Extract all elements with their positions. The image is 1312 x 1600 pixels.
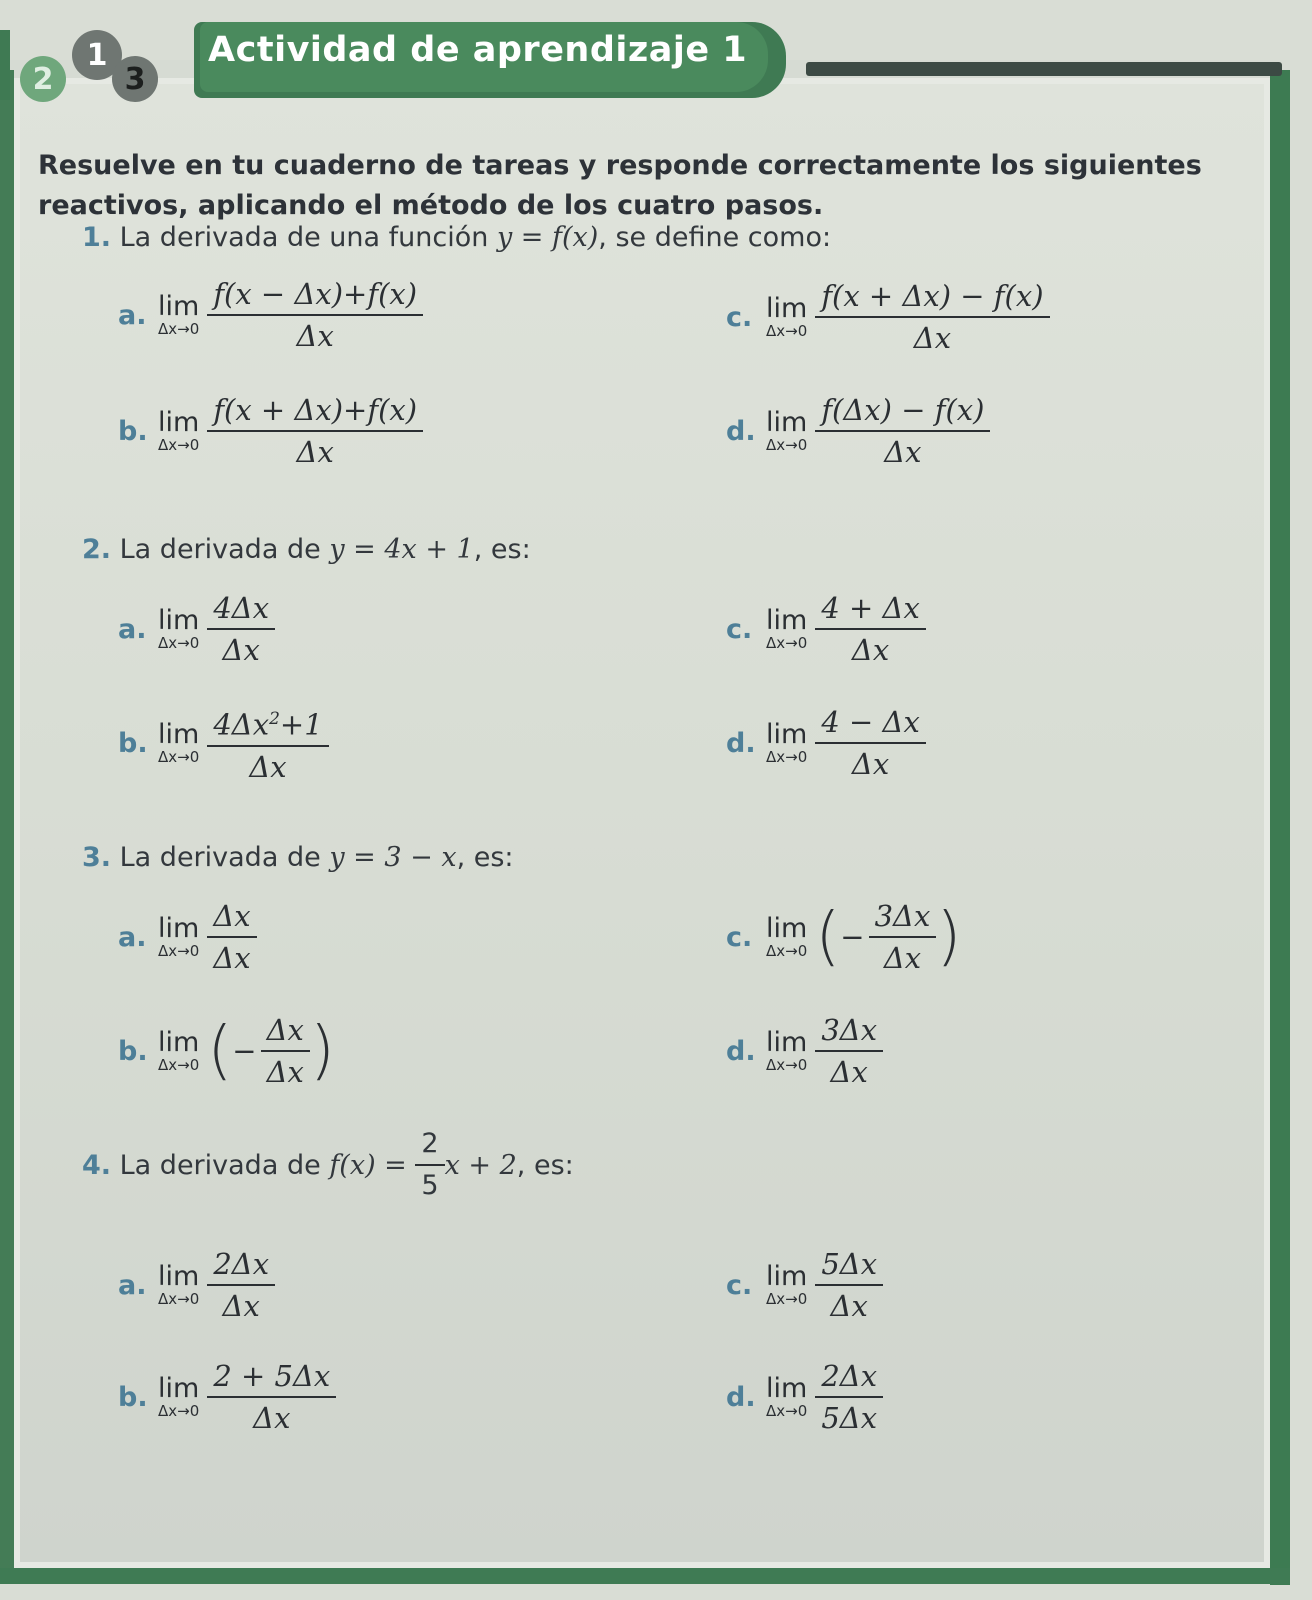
numerator: 2Δx (815, 1358, 883, 1398)
numerator: 4 − Δx (815, 704, 925, 744)
fraction (207, 1358, 336, 1436)
fraction (207, 701, 328, 785)
option-letter: b. (118, 727, 148, 759)
question-4-title (82, 1126, 574, 1204)
fraction (815, 278, 1049, 356)
limit-operator: lim Δx→0 (158, 1261, 200, 1308)
right-parenthesis: ) (309, 1014, 335, 1088)
limit-operator: lim Δx→0 (158, 1027, 200, 1074)
limit-operator: lim Δx→0 (158, 407, 200, 454)
denominator: Δx (913, 321, 952, 355)
question-3-number: 3. (82, 842, 112, 873)
option-2b[interactable] (118, 698, 329, 788)
numerator: $4\Delta x^2+1$ (207, 701, 328, 747)
question-2-suffix: , es: (473, 534, 531, 565)
badge-1: 1 (72, 30, 122, 80)
question-1-number: 1. (82, 222, 112, 253)
option-letter: d. (726, 727, 756, 759)
option-4c[interactable] (726, 1240, 883, 1330)
right-parenthesis: ) (936, 900, 962, 974)
question-4-text: La derivada de (119, 1149, 321, 1181)
option-letter: a. (118, 921, 147, 953)
fraction (261, 1012, 310, 1090)
limit-operator: lim Δx→0 (766, 605, 808, 652)
denominator: Δx (296, 319, 334, 353)
option-letter: d. (726, 415, 756, 447)
question-4-expression-lhs: f(x) = (329, 1149, 407, 1181)
question-1-text: La derivada de una función (119, 222, 489, 253)
denominator: Δx (851, 633, 890, 667)
numerator: f(Δx) − f(x) (815, 392, 990, 432)
fraction (207, 898, 256, 976)
option-4d[interactable] (726, 1352, 883, 1442)
fraction (869, 898, 937, 976)
question-3-expression: y = 3 − x (329, 842, 457, 873)
numerator: 3Δx (815, 1012, 883, 1052)
option-letter: c. (726, 301, 753, 333)
question-4-coefficient: $\frac{2}{5}$ (415, 1126, 444, 1204)
limit-operator: lim Δx→0 (766, 1027, 808, 1074)
side-tab (0, 30, 10, 100)
option-1b[interactable] (118, 386, 423, 476)
option-letter: c. (726, 613, 753, 645)
denominator: Δx (296, 435, 334, 469)
numerator: 2Δx (207, 1246, 275, 1286)
numerator: f(x + Δx) − f(x) (815, 278, 1049, 318)
fraction (207, 590, 275, 668)
option-4a[interactable] (118, 1240, 275, 1330)
fraction (815, 704, 925, 782)
option-1a[interactable] (118, 270, 423, 360)
numerator: Δx (207, 898, 256, 938)
fraction (207, 392, 423, 470)
denominator: Δx (830, 1055, 868, 1089)
denominator: Δx (222, 1289, 260, 1323)
denominator: Δx (249, 749, 287, 784)
numerator: f(x + Δx)+f(x) (207, 392, 423, 432)
denominator: Δx (884, 435, 922, 469)
option-2a[interactable] (118, 584, 275, 674)
numerator: 4 + Δx (815, 590, 925, 630)
option-2d[interactable] (726, 698, 926, 788)
limit-operator: lim Δx→0 (766, 719, 808, 766)
option-letter: b. (118, 415, 148, 447)
left-parenthesis: ( (207, 1014, 233, 1088)
question-4-suffix: , es: (516, 1149, 574, 1181)
limit-operator: lim Δx→0 (766, 1373, 808, 1420)
minus-sign: − (840, 920, 865, 954)
fraction (207, 276, 423, 354)
minus-sign: − (232, 1034, 257, 1068)
option-1d[interactable] (726, 386, 990, 476)
denominator: Δx (851, 747, 890, 781)
limit-operator: lim Δx→0 (766, 407, 808, 454)
option-letter: c. (726, 1269, 753, 1301)
numerator: f(x − Δx)+f(x) (207, 276, 423, 316)
option-3b[interactable] (118, 1006, 335, 1096)
instructions: Resuelve en tu cuaderno de tareas y responde correctamente los siguientes reactivos, aplicando el método de los cuatro pasos. (38, 150, 1202, 221)
option-3d[interactable] (726, 1006, 883, 1096)
limit-operator: lim Δx→0 (158, 913, 200, 960)
denominator: Δx (222, 633, 260, 667)
option-2c[interactable] (726, 584, 926, 674)
limit-operator: lim Δx→0 (158, 605, 200, 652)
denominator: Δx (266, 1055, 304, 1089)
option-1c[interactable] (726, 272, 1050, 362)
question-2-text: La derivada de (119, 534, 321, 565)
option-letter: d. (726, 1035, 756, 1067)
activity-title: Actividad de aprendizaje 1 (208, 30, 748, 70)
question-2-number: 2. (82, 534, 112, 565)
option-letter: d. (726, 1381, 756, 1413)
limit-operator: lim Δx→0 (766, 293, 808, 340)
question-2-expression: y = 4x + 1 (329, 534, 474, 565)
option-3a[interactable] (118, 892, 257, 982)
limit-operator: lim Δx→0 (766, 1261, 808, 1308)
question-4-expression-rhs: x + 2 (444, 1149, 517, 1181)
question-3-suffix: , es: (456, 842, 514, 873)
numerator: Δx (261, 1012, 310, 1052)
limit-operator: lim Δx→0 (158, 719, 200, 766)
question-1-suffix: , se define como: (598, 222, 832, 253)
question-1-title (82, 222, 831, 253)
bottom-border (0, 1568, 1290, 1584)
option-4b[interactable] (118, 1352, 336, 1442)
badge-3: 3 (112, 56, 158, 102)
question-4-number: 4. (82, 1149, 112, 1181)
fraction (815, 1358, 883, 1436)
question-3-title (82, 842, 514, 873)
fraction (207, 1246, 275, 1324)
fraction (815, 1246, 883, 1324)
denominator: Δx (883, 941, 922, 975)
option-letter: a. (118, 299, 147, 331)
question-3-text: La derivada de (119, 842, 321, 873)
option-letter: b. (118, 1035, 148, 1067)
numerator: 2 + 5Δx (207, 1358, 336, 1398)
fraction (815, 392, 990, 470)
denominator: 5Δx (821, 1401, 878, 1435)
limit-operator: lim Δx→0 (766, 913, 808, 960)
header-rule (806, 62, 1282, 76)
right-border (1270, 70, 1290, 1585)
limit-operator: lim Δx→0 (158, 291, 200, 338)
option-3c[interactable] (726, 892, 961, 982)
option-letter: b. (118, 1381, 148, 1413)
denominator: Δx (253, 1401, 291, 1435)
numerator: 4Δx (207, 590, 275, 630)
denominator: Δx (213, 941, 251, 975)
denominator: Δx (830, 1289, 868, 1323)
option-letter: a. (118, 613, 147, 645)
limit-operator: lim Δx→0 (158, 1373, 200, 1420)
option-letter: c. (726, 921, 753, 953)
badge-2: 2 (20, 56, 66, 102)
numerator: 5Δx (815, 1246, 883, 1286)
fraction (815, 1012, 883, 1090)
numerator: 3Δx (869, 898, 937, 938)
question-1-expression: y = f(x) (496, 222, 599, 253)
left-parenthesis: ( (815, 900, 841, 974)
question-2-title (82, 534, 531, 565)
fraction (815, 590, 925, 668)
option-letter: a. (118, 1269, 147, 1301)
left-border (0, 70, 14, 1580)
